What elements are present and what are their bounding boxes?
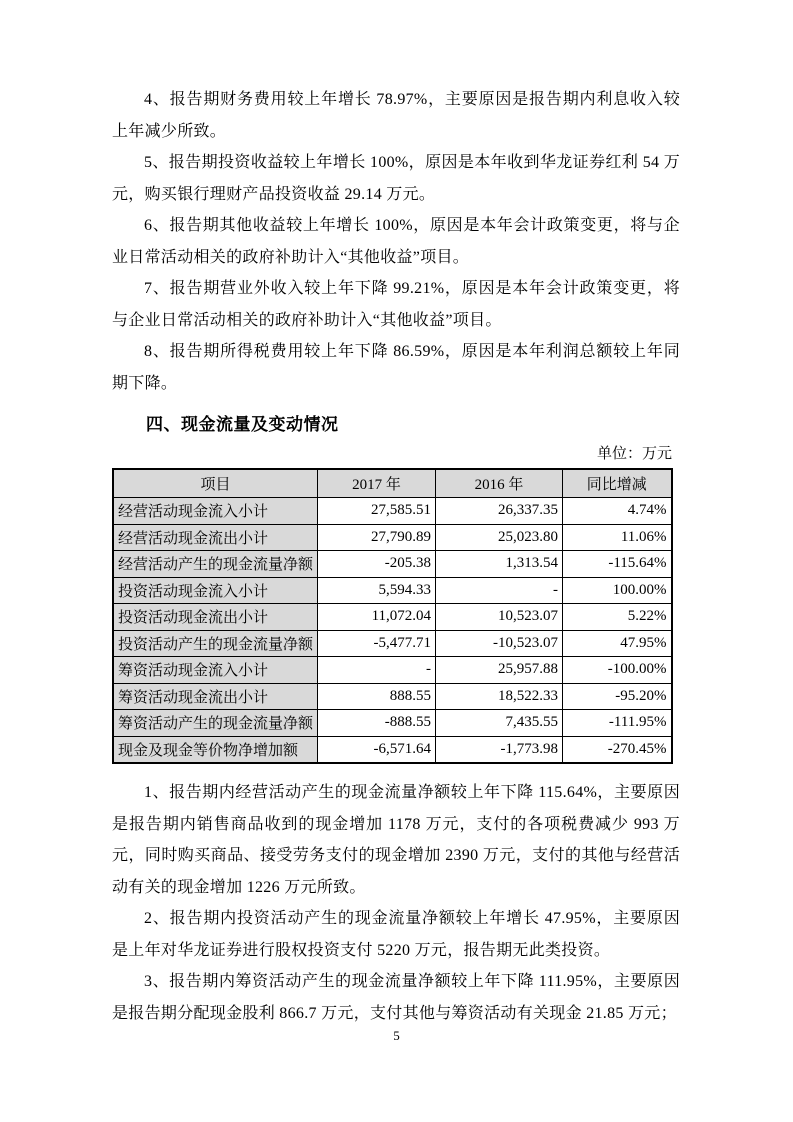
table-cell-2016: 7,435.55 [436, 710, 563, 737]
table-cell-2016: 10,523.07 [436, 604, 563, 631]
table-header-item: 项目 [113, 469, 318, 498]
table-cell-yoy: 47.95% [563, 630, 672, 657]
table-cell-2017: -6,571.64 [318, 736, 436, 763]
table-cell-2017: 27,790.89 [318, 524, 436, 551]
top-paragraph-block [112, 84, 680, 399]
table-header-2017: 2017 年 [318, 469, 436, 498]
table-row [113, 604, 672, 631]
table-cell-yoy: 5.22% [563, 604, 672, 631]
table-cell-2017: 5,594.33 [318, 577, 436, 604]
table-row [113, 630, 672, 657]
table-cell-yoy: 11.06% [563, 524, 672, 551]
unit-label: 单位：万元 [596, 446, 672, 462]
table-cell-label: 现金及现金等价物净增加额 [113, 736, 318, 763]
table-cell-2017: - [318, 657, 436, 684]
paragraph-3: 3、报告期内筹资活动产生的现金流量净额较上年下降 111.95%，主要原因是报告期分配现金股利 866.7 万元，支付其他与筹资活动有关现金 21.85 万元； [112, 973, 680, 1022]
table-row [113, 657, 672, 684]
section-heading: 四、现金流量及变动情况 [146, 415, 339, 434]
table-cell-2016: -10,523.07 [436, 630, 563, 657]
table-cell-2016: 25,957.88 [436, 657, 563, 684]
table-cell-label: 筹资活动现金流出小计 [113, 683, 318, 710]
table-header-2016: 2016 年 [436, 469, 563, 498]
table-cell-yoy: 4.74% [563, 498, 672, 525]
table-cell-label: 投资活动现金流出小计 [113, 604, 318, 631]
cash-flow-table [112, 468, 673, 764]
table-cell-2016: - [436, 577, 563, 604]
table-cell-2016: -1,773.98 [436, 736, 563, 763]
table-cell-2017: 27,585.51 [318, 498, 436, 525]
table-cell-yoy: -270.45% [563, 736, 672, 763]
table-header-row [113, 469, 672, 498]
paragraph-5: 5、报告期投资收益较上年增长 100%，原因是本年收到华龙证券红利 54 万元，购买银行理财产品投资收益 29.14 万元。 [112, 154, 680, 203]
table-row [113, 551, 672, 578]
table-cell-label: 经营活动产生的现金流量净额 [113, 551, 318, 578]
table-cell-2017: -888.55 [318, 710, 436, 737]
table-cell-label: 经营活动现金流入小计 [113, 498, 318, 525]
table-cell-label: 投资活动产生的现金流量净额 [113, 630, 318, 657]
table-cell-yoy: -115.64% [563, 551, 672, 578]
table-row [113, 736, 672, 763]
table-cell-2017: -5,477.71 [318, 630, 436, 657]
table-cell-label: 筹资活动产生的现金流量净额 [113, 710, 318, 737]
table-cell-label: 筹资活动现金流入小计 [113, 657, 318, 684]
table-cell-2016: 25,023.80 [436, 524, 563, 551]
table-cell-2016: 26,337.35 [436, 498, 563, 525]
table-cell-yoy: -111.95% [563, 710, 672, 737]
table-cell-2017: 888.55 [318, 683, 436, 710]
table-cell-2016: 18,522.33 [436, 683, 563, 710]
table-row [113, 524, 672, 551]
paragraph-1: 1、报告期内经营活动产生的现金流量净额较上年下降 115.64%，主要原因是报告期内销售商品收到的现金增加 1178 万元，支付的各项税费减少 993 万元，同时购买商品、接受劳务支付的现金增加 2390 万元，支付的其他与经营活动有关的现金增加 1226 万元所致。 [112, 784, 680, 896]
table-cell-2017: 11,072.04 [318, 604, 436, 631]
table-cell-label: 经营活动现金流出小计 [113, 524, 318, 551]
table-cell-2017: -205.38 [318, 551, 436, 578]
table-header-yoy: 同比增减 [563, 469, 672, 498]
table-row [113, 498, 672, 525]
table-cell-yoy: -95.20% [563, 683, 672, 710]
paragraph-2: 2、报告期内投资活动产生的现金流量净额较上年增长 47.95%，主要原因是上年对华龙证券进行股权投资支付 5220 万元，报告期无此类投资。 [112, 910, 680, 959]
table-row [113, 710, 672, 737]
table-row [113, 577, 672, 604]
table-cell-yoy: -100.00% [563, 657, 672, 684]
page-number: 5 [393, 1028, 400, 1043]
paragraph-7: 7、报告期营业外收入较上年下降 99.21%，原因是本年会计政策变更，将与企业日常活动相关的政府补助计入“其他收益”项目。 [112, 280, 680, 329]
bottom-paragraph-block [112, 777, 680, 1029]
table-cell-yoy: 100.00% [563, 577, 672, 604]
table-cell-2016: 1,313.54 [436, 551, 563, 578]
table-row [113, 683, 672, 710]
paragraph-4: 4、报告期财务费用较上年增长 78.97%，主要原因是报告期内利息收入较上年减少所致。 [112, 91, 680, 140]
paragraph-6: 6、报告期其他收益较上年增长 100%，原因是本年会计政策变更，将与企业日常活动相关的政府补助计入“其他收益”项目。 [112, 217, 680, 266]
table-cell-label: 投资活动现金流入小计 [113, 577, 318, 604]
paragraph-8: 8、报告期所得税费用较上年下降 86.59%，原因是本年利润总额较上年同期下降。 [112, 343, 680, 392]
